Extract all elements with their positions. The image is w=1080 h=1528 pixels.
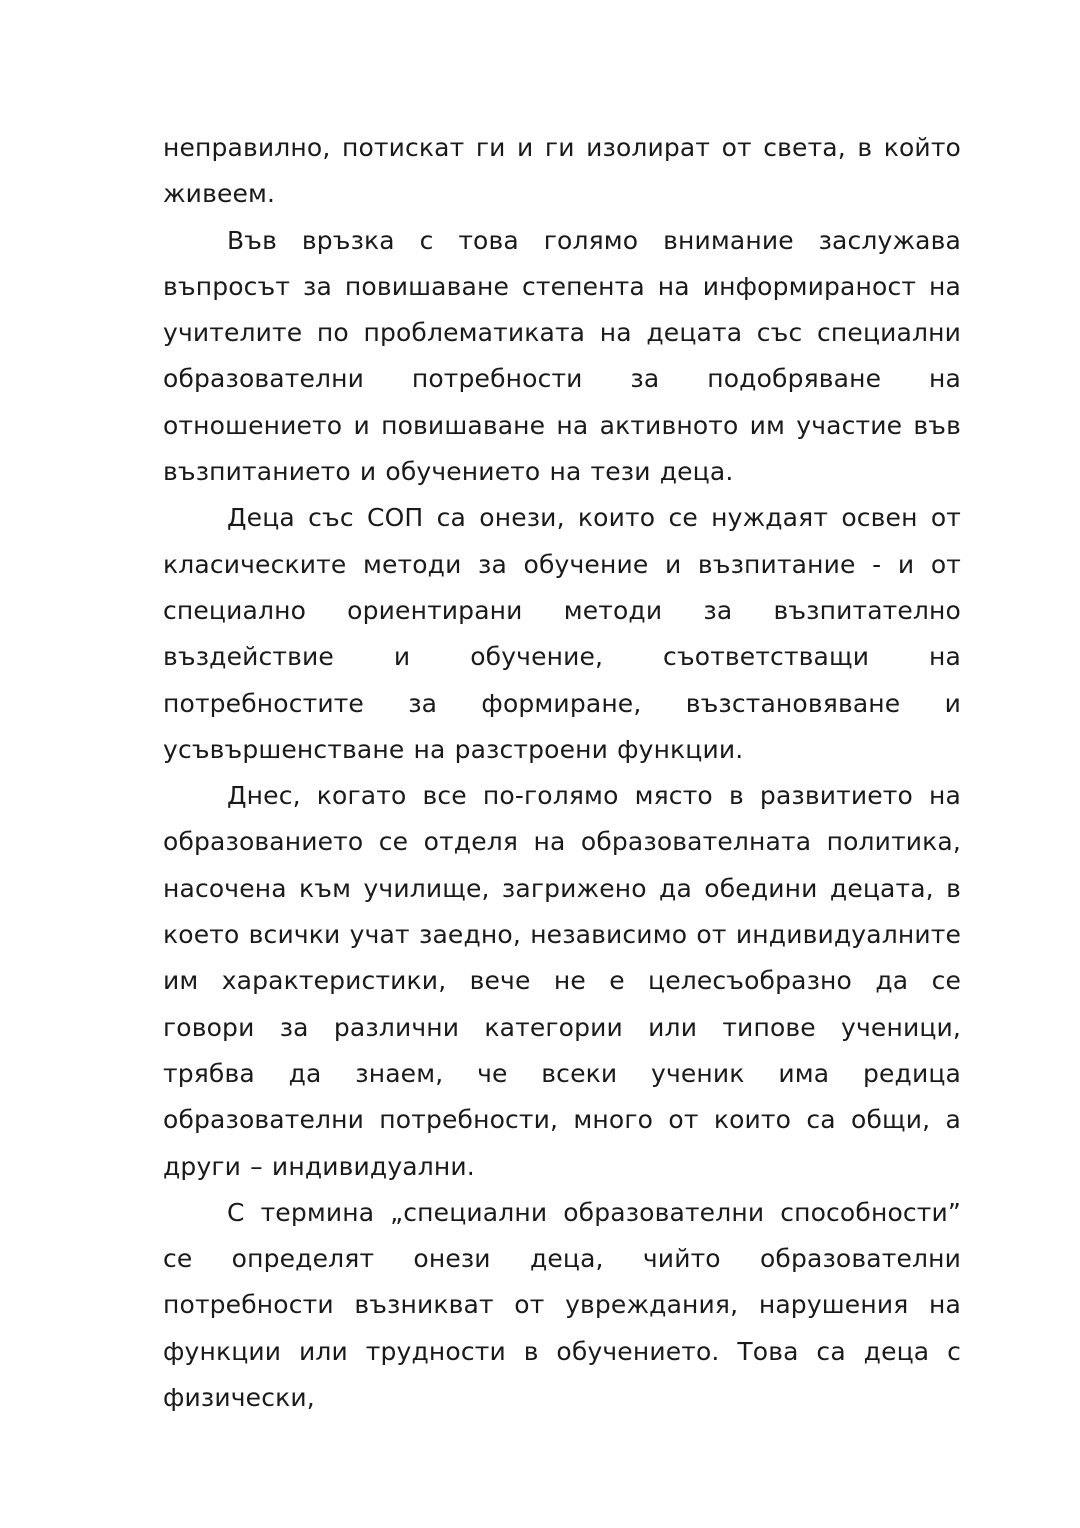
paragraph-3: Деца със СОП са онези, които се нуждаят освен от класическите методи за обучение и възпитание - и от специално ориентирани методи за възпитателно въздействие и обучение, съответстващи на потребностите за формиране, възстановяване и усъвършенстване на разстроени функции.: [163, 503, 961, 764]
paragraph-2: Във връзка с това голямо внимание заслужава въпросът за повишаване степента на информираност на учителите по проблематиката на децата със специални образователни потребности за подобряване на отношението и повишаване на активното им участие във възпитанието и обучението на тези деца.: [163, 225, 961, 487]
paragraph-5: С термина „специални образователни способности” се определят онези деца, чийто образователни потребности възникват от увреждания, нарушения на функции или трудности в обучението. Това са деца с физически,: [163, 1197, 961, 1413]
body-text: [163, 125, 961, 1421]
paragraph-4: Днес, когато все по-голямо място в развитието на образованието се отделя на образователната политика, насочена към училище, загрижено да обедини децата, в което всички учат заедно, независимо от индивидуалните им характеристики, вече не е целесъобразно да се говори за различни категории или типове ученици, трябва да знаем, че всеки ученик има редица образователни потребности, много от които са общи, а други – индивидуални.: [163, 781, 961, 1181]
paragraph-1: неправилно, потискат ги и ги изолират от света, в който живеем.: [163, 133, 961, 209]
